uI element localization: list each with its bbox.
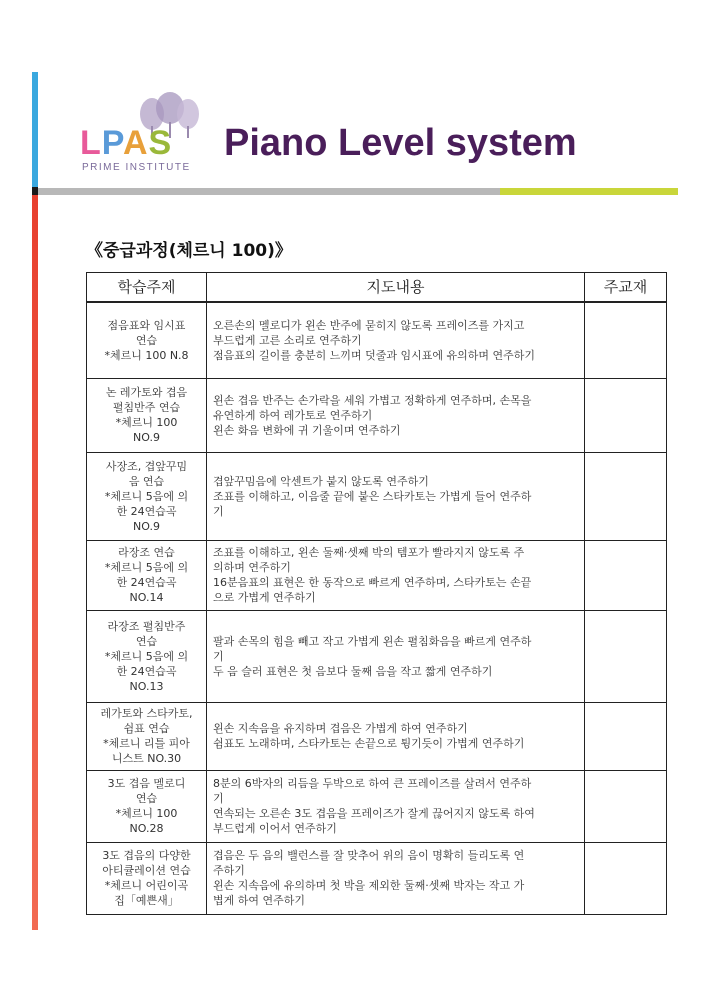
content-line: 두 음 슬러 표현은 첫 음보다 둘째 음을 작고 짧게 연주하기 <box>213 664 493 678</box>
row-content <box>207 540 585 610</box>
topic-line: 아티큘레이션 연습 <box>102 864 191 877</box>
content-line: 의하며 연주하기 <box>213 561 291 574</box>
row-content <box>207 452 585 540</box>
row-content <box>207 842 585 914</box>
topic-line: 집「예쁜새」 <box>114 894 179 907</box>
logo-subtitle: PRIME INSTITUTE <box>82 162 191 173</box>
section-title: 《중급과정(체르니 100)》 <box>86 241 292 261</box>
topic-line: 레가토와 스타카토, <box>100 707 193 720</box>
row-topic <box>87 702 207 770</box>
topic-line: 3도 겹음 멜로디 <box>107 777 186 790</box>
content-line: 부드럽게 고른 소리로 연주하기 <box>213 333 362 347</box>
topic-line: 라장조 연습 <box>118 546 175 559</box>
side-bar-blue <box>32 72 38 187</box>
row-textbook <box>585 610 667 702</box>
content-line: 부드럽게 이어서 연주하기 <box>213 822 337 835</box>
content-line: 오른손의 멜로디가 왼손 반주에 묻히지 않도록 프레이즈를 가지고 <box>213 318 525 332</box>
content-line: 조표를 이해하고, 이음줄 끝에 붙은 스타카토는 가볍게 들어 연주하 <box>213 489 532 503</box>
content-line: 왼손 지속음에 유의하며 첫 박을 제외한 둘째·셋째 박자는 작고 가 <box>213 879 525 892</box>
topic-line: 펼침반주 연습 <box>112 401 181 414</box>
row-textbook <box>585 702 667 770</box>
topic-line: *체르니 100 <box>115 416 178 429</box>
topic-line: 점음표와 임시표 <box>107 318 186 332</box>
logo-brand: LPAS <box>80 124 173 162</box>
header-rule-gray <box>38 188 500 195</box>
table-row <box>87 842 667 914</box>
table-row <box>87 770 667 842</box>
topic-line: 니스트 NO.30 <box>111 752 182 765</box>
table-row <box>87 452 667 540</box>
content-line: 유연하게 하여 레가토로 연주하기 <box>213 408 373 422</box>
content-line: 16분음표의 표현은 한 동작으로 빠르게 연주하며, 스타카토는 손끝 <box>213 576 532 589</box>
topic-line: 연습 <box>135 634 158 648</box>
topic-line: 음 연습 <box>128 474 165 488</box>
row-topic <box>87 302 207 378</box>
content-line: 으로 가볍게 연주하기 <box>213 591 316 604</box>
curriculum-table <box>86 272 667 915</box>
row-topic <box>87 540 207 610</box>
content-line: 쉼표도 노래하며, 스타카토는 손끝으로 튕기듯이 가볍게 연주하기 <box>213 737 525 750</box>
table-row <box>87 610 667 702</box>
content-line: 8분의 6박자의 리듬을 두박으로 하여 큰 프레이즈를 살려서 연주하 <box>213 777 532 790</box>
row-content <box>207 702 585 770</box>
row-textbook <box>585 302 667 378</box>
header-textbook: 주교재 <box>585 273 667 303</box>
header-rule-green <box>500 188 678 195</box>
topic-line: *체르니 5음에 의 <box>104 489 189 503</box>
topic-line: 연습 <box>135 333 158 347</box>
content-line: 주하기 <box>213 864 245 877</box>
header-topic: 학습주제 <box>87 273 207 303</box>
table-row <box>87 702 667 770</box>
topic-line: NO.9 <box>133 519 160 533</box>
topic-line: 연습 <box>135 792 158 805</box>
row-topic <box>87 452 207 540</box>
content-line: 기 <box>213 504 224 518</box>
content-line: 연속되는 오른손 3도 겹음을 프레이즈가 잘게 끊어지지 않도록 하여 <box>213 807 535 820</box>
content-line: 왼손 겹음 반주는 손가락을 세워 가볍고 정확하게 연주하며, 손목을 <box>213 393 532 407</box>
content-line: 왼손 화음 변화에 귀 기울이며 연주하기 <box>213 423 401 437</box>
topic-line: *체르니 어린이곡 <box>104 879 189 892</box>
row-textbook <box>585 540 667 610</box>
topic-line: NO.14 <box>129 591 164 604</box>
topic-line: 한 24연습곡 <box>116 664 177 678</box>
content-line: 기 <box>213 649 224 663</box>
content-line: 조표를 이해하고, 왼손 둘째·셋째 박의 템포가 빨라지지 않도록 주 <box>213 546 525 559</box>
content-line: 점음표의 길이를 충분히 느끼며 덧줄과 임시표에 유의하며 연주하기 <box>213 348 536 362</box>
row-textbook <box>585 378 667 452</box>
row-textbook <box>585 452 667 540</box>
row-topic <box>87 610 207 702</box>
topic-line: 쉼표 연습 <box>123 722 170 735</box>
topic-line: *체르니 5음에 의 <box>104 649 189 663</box>
row-content <box>207 610 585 702</box>
topic-line: 논 레가토와 겹음 <box>105 386 188 399</box>
header-content: 지도내용 <box>207 273 585 303</box>
table-header-row <box>87 273 667 303</box>
page-title: Piano Level system <box>224 122 577 164</box>
table-row <box>87 540 667 610</box>
row-topic <box>87 378 207 452</box>
topic-line: 라장조 펼침반주 <box>107 619 186 633</box>
topic-line: 한 24연습곡 <box>116 504 177 518</box>
content-line: 겹음은 두 음의 밸런스를 잘 맞추어 위의 음이 명확히 들리도록 연 <box>213 849 525 862</box>
topic-line: 한 24연습곡 <box>116 576 177 589</box>
topic-line: NO.28 <box>129 822 164 835</box>
table-row <box>87 378 667 452</box>
topic-line: NO.9 <box>133 431 160 444</box>
row-textbook <box>585 842 667 914</box>
row-content <box>207 378 585 452</box>
topic-line: *체르니 100 N.8 <box>104 348 189 362</box>
topic-line: 사장조, 겹앞꾸밈 <box>105 459 188 473</box>
content-line: 기 <box>213 792 224 805</box>
content-line: 겹앞꾸밈음에 악센트가 붙지 않도록 연주하기 <box>213 474 429 488</box>
row-content <box>207 770 585 842</box>
table-row <box>87 302 667 378</box>
side-bar-red <box>32 195 38 930</box>
row-textbook <box>585 770 667 842</box>
topic-line: 3도 겹음의 다양한 <box>102 849 191 862</box>
topic-line: *체르니 100 <box>115 807 178 820</box>
content-line: 팔과 손목의 힘을 빼고 작고 가볍게 왼손 펼침화음을 빠르게 연주하 <box>213 634 532 648</box>
topic-line: *체르니 5음에 의 <box>104 561 189 574</box>
row-topic <box>87 770 207 842</box>
topic-line: NO.13 <box>129 679 164 693</box>
lpas-logo <box>80 92 210 174</box>
row-topic <box>87 842 207 914</box>
topic-line: *체르니 리틀 피아 <box>103 737 190 750</box>
content-line: 볍게 하여 연주하기 <box>213 894 306 907</box>
row-content <box>207 302 585 378</box>
content-line: 왼손 지속음을 유지하며 겹음은 가볍게 하여 연주하기 <box>213 722 468 735</box>
